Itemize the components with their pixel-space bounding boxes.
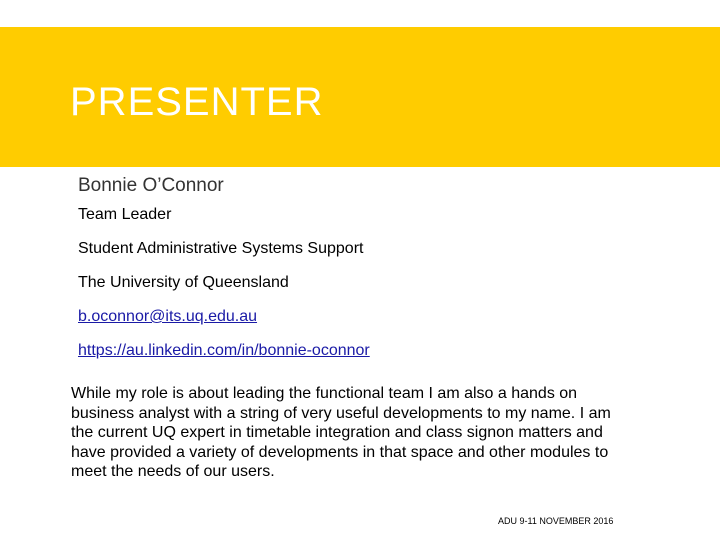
linkedin-link[interactable]: https://au.linkedin.com/in/bonnie-oconnor bbox=[78, 342, 370, 359]
presenter-role: Team Leader bbox=[78, 206, 172, 223]
presenter-department: Student Administrative Systems Support bbox=[78, 240, 364, 257]
slide-footer: ADU 9-11 NOVEMBER 2016 bbox=[498, 516, 614, 526]
presenter-bio: While my role is about leading the functional team I am also a hands on business analyst with a string of very useful developments to my name. I am the current UQ expert in timetable integration and class signon matters and have provided a variety of developments in that space and other modules to meet the needs of our users. bbox=[71, 385, 611, 480]
email-link[interactable]: b.oconnor@its.uq.edu.au bbox=[78, 308, 258, 325]
presenter-organization: The University of Queensland bbox=[78, 274, 289, 291]
slide-title: PRESENTER bbox=[70, 80, 324, 124]
presenter-name: Bonnie O’Connor bbox=[78, 175, 224, 196]
